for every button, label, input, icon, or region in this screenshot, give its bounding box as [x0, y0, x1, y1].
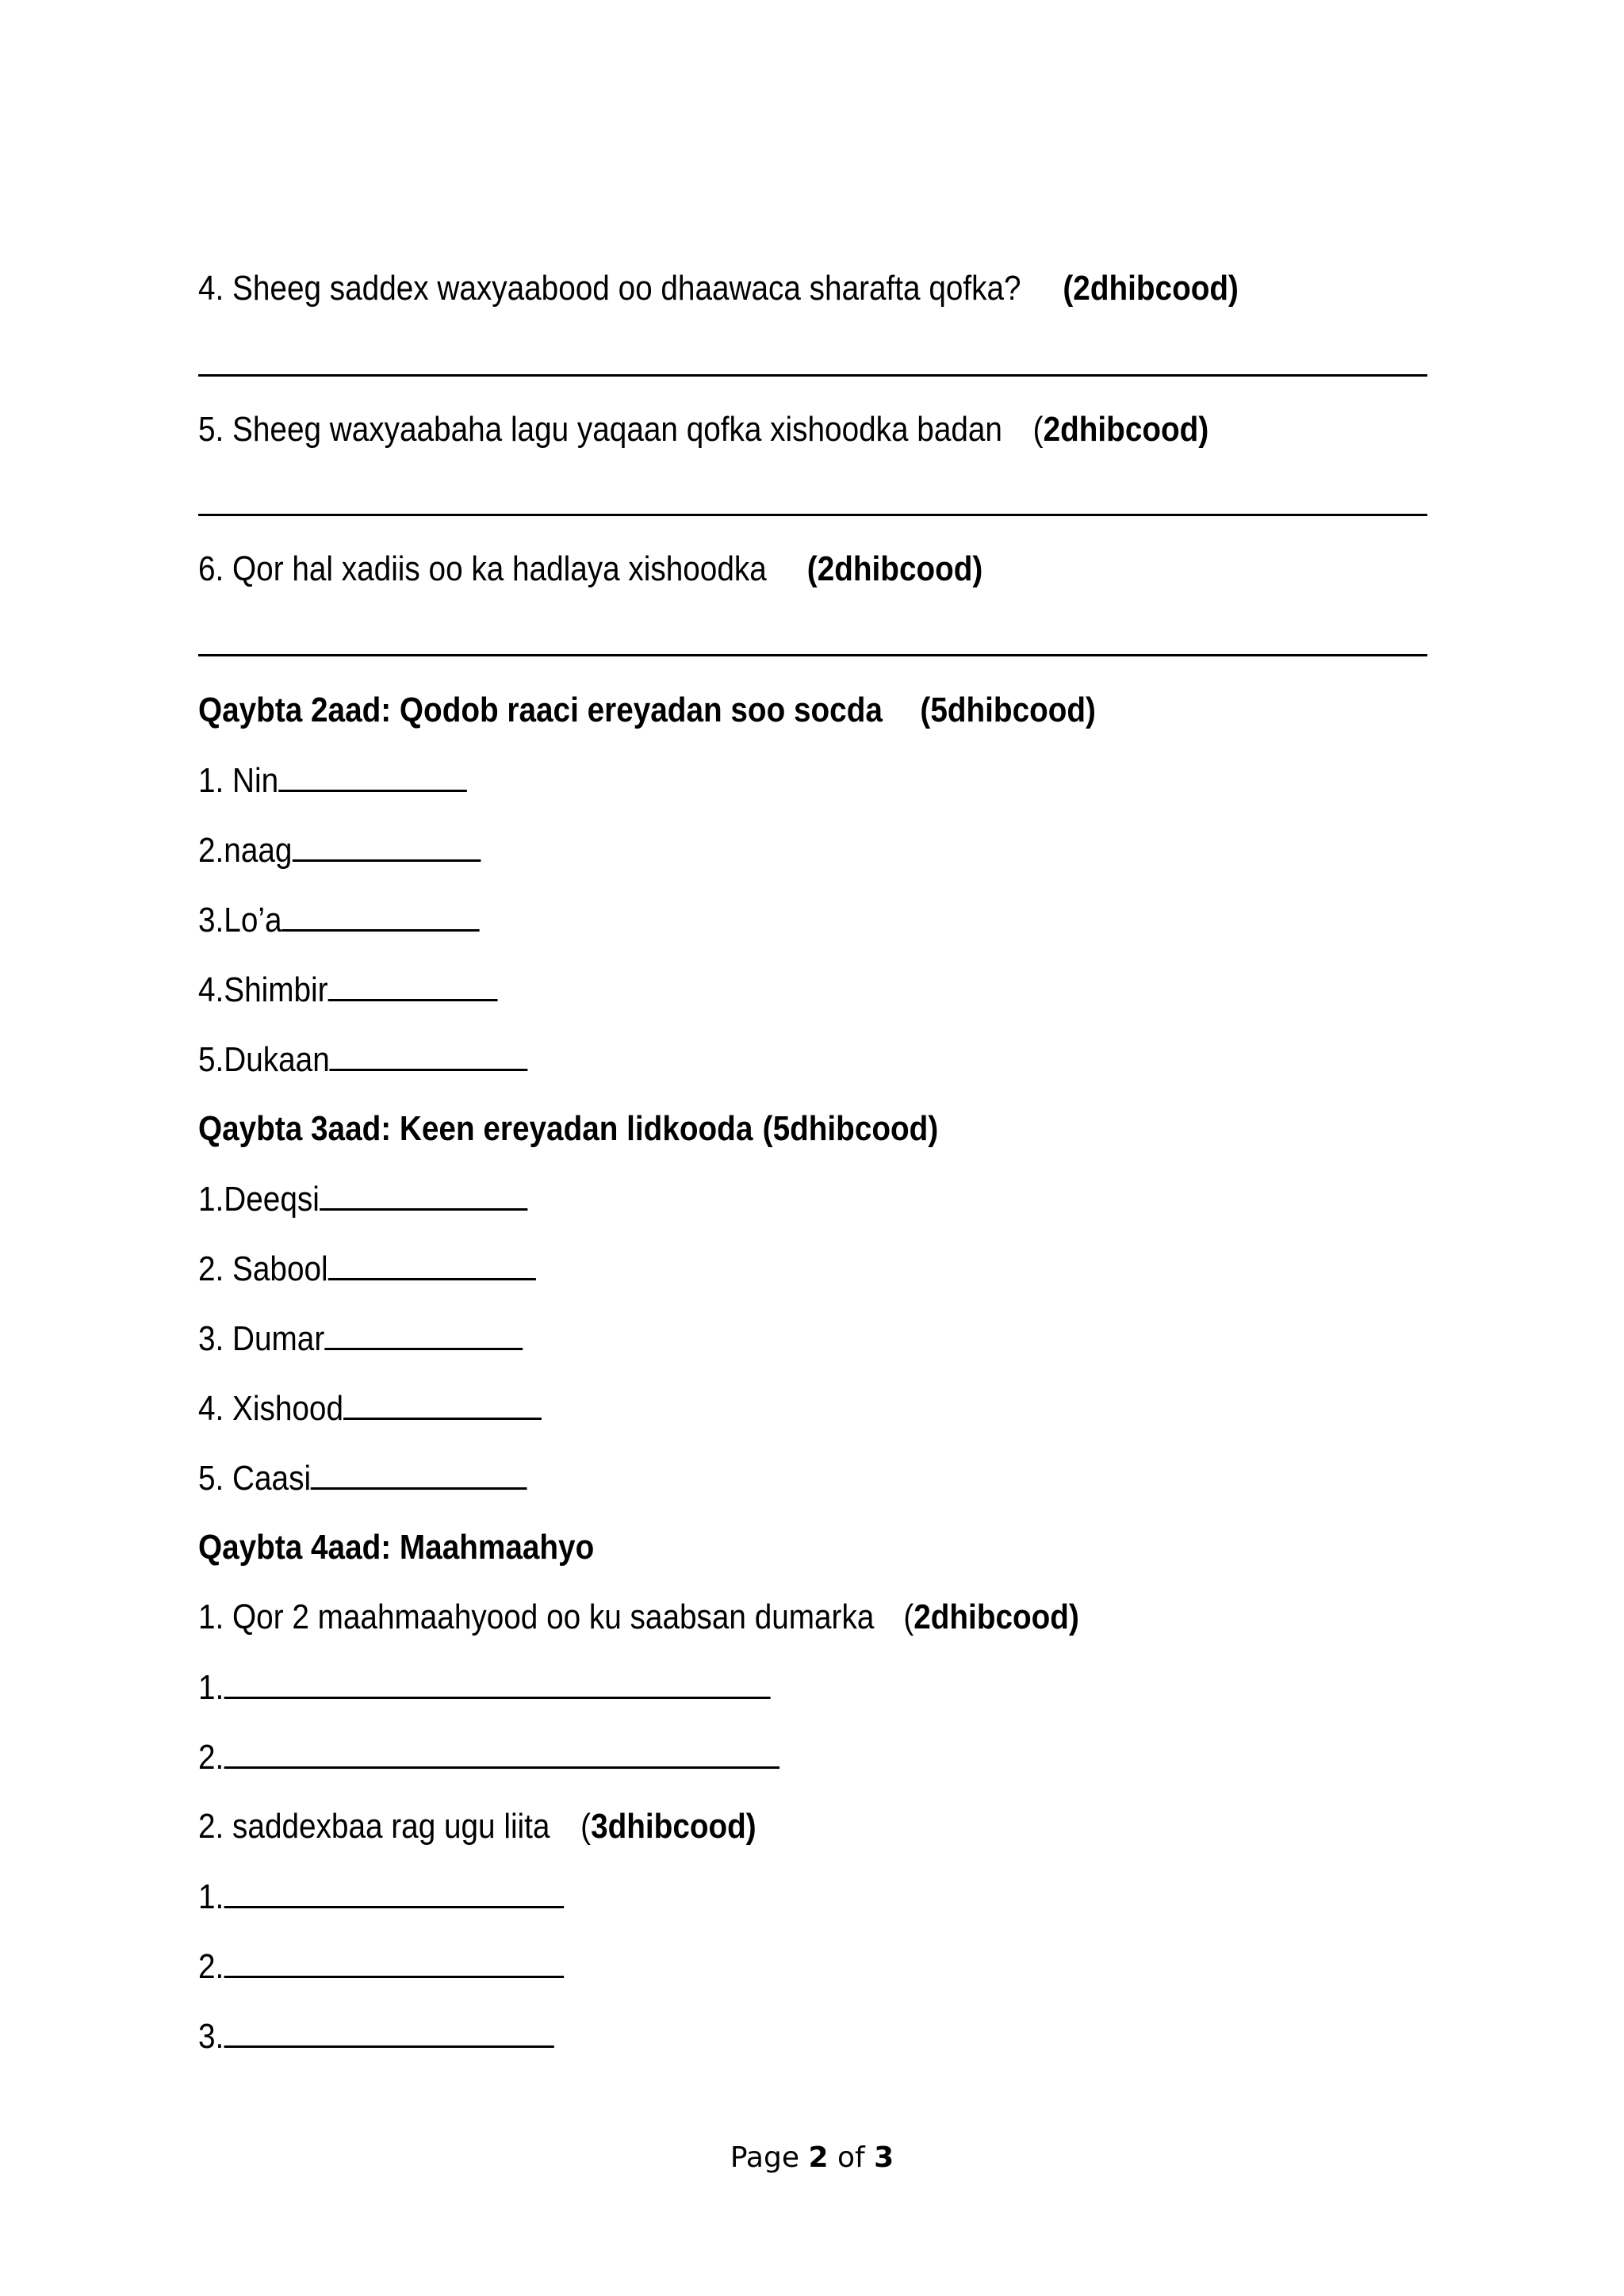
- part2-item: [198, 967, 497, 1012]
- answer-line-q4[interactable]: [198, 374, 1427, 377]
- part4-question-1-marks: 2dhibcood): [914, 1598, 1079, 1636]
- part2-item: [198, 897, 480, 943]
- blank-line[interactable]: [282, 897, 480, 932]
- blank-line[interactable]: [292, 828, 481, 862]
- answer-number: 2.: [198, 1738, 224, 1777]
- part2-heading-text: Qaybta 2aad: Qodob raaci ereyadan soo socda: [198, 691, 883, 729]
- answer-number: 3.: [198, 2017, 224, 2056]
- part2-marks: (5dhibcood): [920, 691, 1096, 729]
- part4-heading-text: Qaybta 4aad: Maahmaahyo: [198, 1528, 595, 1567]
- question-4: [198, 266, 1239, 311]
- question-5-text: 5. Sheeg waxyaabaha lagu yaqaan qofka xishoodka badan: [198, 410, 1002, 449]
- blank-line[interactable]: [324, 1316, 523, 1350]
- part4-q1-answer: [198, 1735, 779, 1780]
- part4-q2-answer: [198, 1944, 564, 1989]
- part4-question-2: [198, 1804, 756, 1849]
- blank-line[interactable]: [330, 1037, 528, 1071]
- footer-prefix: Page: [730, 2141, 809, 2174]
- question-6-text: 6. Qor hal xadiis oo ka hadlaya xishoodka: [198, 549, 767, 588]
- current-page-number: 2: [808, 2141, 829, 2174]
- part3-item: [198, 1177, 527, 1222]
- part2-heading: [198, 688, 1096, 733]
- part3-item-label: 3. Dumar: [198, 1319, 325, 1358]
- answer-number: 1.: [198, 1668, 224, 1707]
- blank-line[interactable]: [328, 967, 498, 1001]
- part2-item: [198, 758, 467, 803]
- answer-number: 1.: [198, 1877, 224, 1916]
- blank-line[interactable]: [224, 1665, 770, 1699]
- part4-question-2-marks: 3dhibcood): [591, 1807, 756, 1846]
- blank-line[interactable]: [224, 1735, 779, 1769]
- question-5-paren: (: [1032, 410, 1044, 449]
- blank-line[interactable]: [278, 758, 467, 792]
- question-4-marks: (2dhibcood): [1063, 269, 1239, 308]
- blank-line[interactable]: [320, 1177, 527, 1211]
- part4-q2-answer: [198, 1874, 564, 1919]
- part4-heading: [198, 1525, 594, 1570]
- question-6: [198, 547, 982, 591]
- part2-item: [198, 1037, 528, 1082]
- part2-item-label: 5.Dukaan: [198, 1040, 330, 1079]
- part3-item: [198, 1316, 523, 1361]
- part3-item: [198, 1246, 536, 1292]
- question-4-text: 4. Sheeg saddex waxyaabood oo dhaawaca sharafta qofka?: [198, 269, 1021, 308]
- blank-line[interactable]: [224, 1944, 564, 1978]
- part2-item: [198, 828, 481, 873]
- part2-item-label: 1. Nin: [198, 761, 279, 800]
- blank-line[interactable]: [224, 1874, 564, 1908]
- part3-item: [198, 1456, 527, 1501]
- part3-heading: [198, 1107, 938, 1151]
- part4-question-1: [198, 1595, 1079, 1640]
- part4-question-1-text: 1. Qor 2 maahmaahyood oo ku saabsan dumarka: [198, 1598, 875, 1636]
- total-pages: 3: [874, 2141, 894, 2174]
- blank-line[interactable]: [328, 1246, 536, 1280]
- answer-number: 2.: [198, 1947, 224, 1986]
- part2-item-label: 4.Shimbir: [198, 970, 328, 1009]
- part4-q2-answer: [198, 2014, 554, 2059]
- answer-line-q5[interactable]: [198, 514, 1427, 516]
- question-5: [198, 408, 1208, 452]
- answer-line-q6[interactable]: [198, 654, 1427, 656]
- part4-question-2-text: 2. saddexbaa rag ugu liita: [198, 1807, 550, 1846]
- blank-line[interactable]: [224, 2014, 553, 2048]
- part3-item-label: 2. Sabool: [198, 1249, 328, 1288]
- part2-item-label: 2.naag: [198, 831, 293, 870]
- part3-item-label: 5. Caasi: [198, 1459, 312, 1498]
- part4-question-2-paren: (: [580, 1807, 592, 1846]
- part4-q1-answer: [198, 1665, 770, 1710]
- part4-question-1-paren: (: [903, 1598, 914, 1636]
- page-footer: [0, 2141, 1624, 2175]
- part3-item-label: 4. Xishood: [198, 1389, 343, 1428]
- blank-line[interactable]: [343, 1386, 542, 1420]
- part3-marks: (5dhibcood): [762, 1109, 939, 1148]
- question-5-marks: 2dhibcood): [1043, 410, 1209, 449]
- blank-line[interactable]: [311, 1456, 527, 1490]
- question-6-marks: (2dhibcood): [806, 549, 983, 588]
- part3-item-label: 1.Deeqsi: [198, 1180, 320, 1219]
- part3-heading-text: Qaybta 3aad: Keen ereyadan lidkooda: [198, 1109, 753, 1148]
- part3-item: [198, 1386, 542, 1431]
- footer-of: of: [828, 2141, 875, 2174]
- part2-item-label: 3.Lo’a: [198, 901, 282, 939]
